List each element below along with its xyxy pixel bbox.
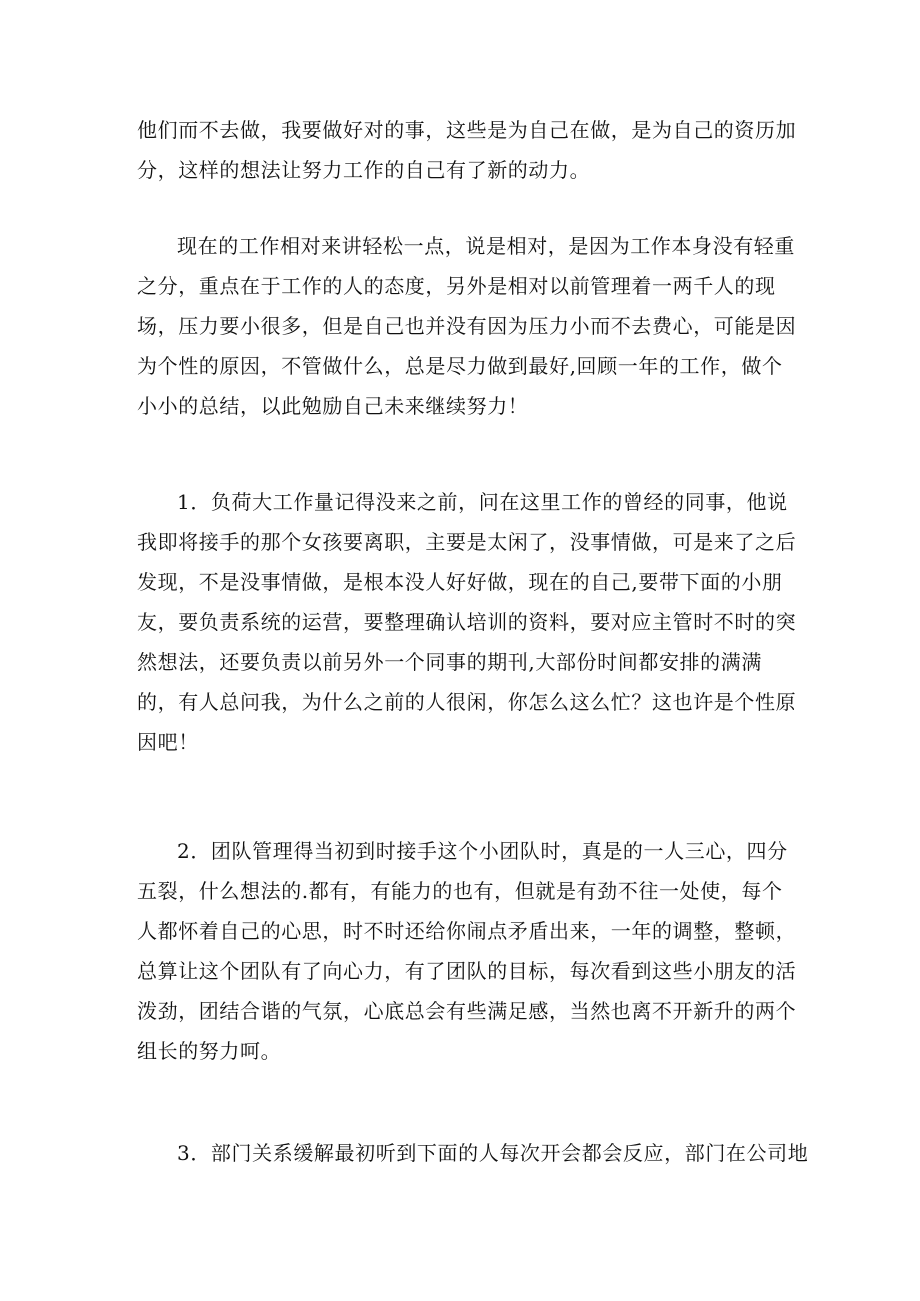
paragraph-intro [137,226,797,426]
text-line: 发现，不是没事情做，是根本没人好好做，现在的自己,要带下面的小朋 [137,570,783,594]
paragraph-point-3 [137,1133,809,1173]
text-line: 然想法，还要负责以前另外一个同事的期刊,大部份时间都安排的满满 [137,650,762,674]
paragraph-point-1 [137,482,797,762]
text-line: 2．团队管理得当初到时接手这个小团队时，真是的一人三心，四分 [177,839,788,863]
text-line: 小小的总结，以此勉励自己未来继续努力！ [137,394,529,418]
text-line: 组长的努力呵。 [137,1039,282,1063]
text-line: 3．部门关系缓解最初听到下面的人每次开会都会反应，部门在公司地 [177,1141,809,1165]
text-line: 因吧！ [137,730,199,754]
text-line: 他们而不去做，我要做好对的事，这些是为自己在做，是为自己的资历加 [137,118,797,142]
text-line: 五裂，什么想法的.都有，有能力的也有，但就是有劲不往一处使，每个 [137,879,783,903]
text-line: 为个性的原因，不管做什么，总是尽力做到最好,回顾一年的工作，做个 [137,354,783,378]
paragraph-continuation [137,110,797,190]
text-line: 友，要负责系统的运营，要整理确认培训的资料，要对应主管时不时的突 [137,610,797,634]
text-line: 分，这样的想法让努力工作的自己有了新的动力。 [137,158,591,182]
text-line: 泼劲，团结合谐的气氛，心底总会有些满足感，当然也离不开新升的两个 [137,999,797,1023]
text-line: 总算让这个团队有了向心力，有了团队的目标，每次看到这些小朋友的活 [137,959,797,983]
paragraph-point-2 [137,831,797,1071]
text-line: 现在的工作相对来讲轻松一点，说是相对，是因为工作本身没有轻重 [177,234,795,258]
text-line: 的，有人总问我，为什么之前的人很闲，你怎么这么忙？这也许是个性原 [137,690,797,714]
text-line: 人都怀着自己的心思，时不时还给你闹点矛盾出来，一年的调整，整顿， [137,919,797,943]
text-line: 之分，重点在于工作的人的态度，另外是相对以前管理着一两千人的现 [137,274,776,298]
text-line: 我即将接手的那个女孩要离职，主要是太闲了，没事情做，可是来了之后 [137,530,797,554]
text-line: 1．负荷大工作量记得没来之前，问在这里工作的曾经的同事，他说 [177,490,788,514]
text-line: 场，压力要小很多，但是自己也并没有因为压力小而不去费心，可能是因 [137,314,797,338]
